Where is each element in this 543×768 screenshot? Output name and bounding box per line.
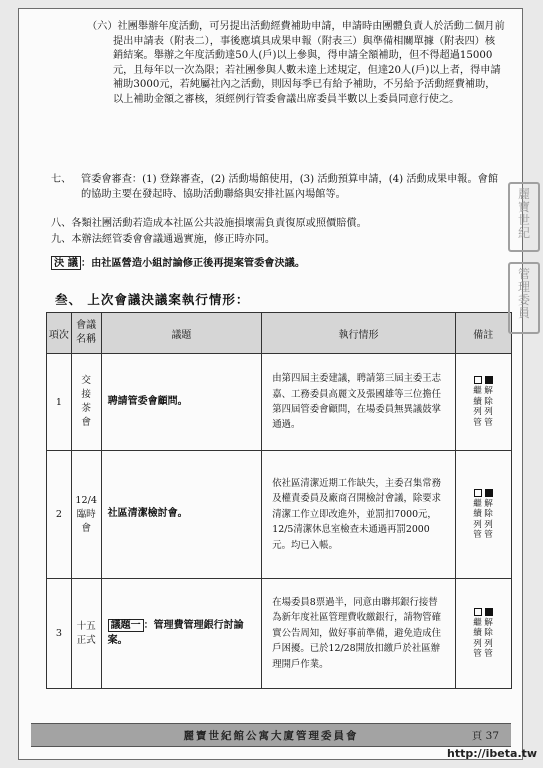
table-row — [47, 579, 512, 689]
remove-label: 解除列管 — [484, 498, 493, 540]
resolution-label: 決 議 — [51, 256, 81, 270]
seal-stamp-bottom — [508, 262, 540, 334]
row-execution — [262, 451, 455, 579]
seal-stamp-bottom-text: 管理委員 — [517, 267, 530, 320]
row-execution-text: 在場委員8票過半，同意由聯邦銀行接替為新年度社區管理費收繳銀行，請物管確實公告周知，做好事前準備，避免造成住戶困擾。已於12/28開放扣繳戶於社區辦理開戶作業。 — [272, 596, 442, 670]
row-agenda-text — [102, 619, 262, 648]
table-row — [47, 451, 512, 579]
row-meeting-text: 十五正式 — [76, 620, 96, 646]
resolution — [51, 256, 511, 272]
status-remove[interactable] — [484, 376, 493, 428]
remove-checkbox[interactable] — [485, 489, 493, 497]
col-header-meeting: 會議名稱 — [71, 313, 101, 354]
col-header-note: 備註 — [455, 313, 511, 354]
clause-6: （六）社團舉辦年度活動，可另提出活動經費補助申請，申請時由團體負責人於活動二個月前提出申請表（附表二），事後應填具成果申報（附表三）與準備相關單據（附表四）核銷結案。舉辦之年度活動達50人(戶)以上參與，得申請全額補助，但不得超過15000元，且每年以一次為限；若社團參與人數未達上述規定，但達20人(戶)以上者，得申請補助3000元，若純屬社內之活動，則因每季已有給予補助，不另給予活動經費補助，以上補助金額之審核，須經例行管委會議出席委員半數以上委員同意行使之。 — [87, 21, 505, 105]
agenda-item-text: ：管理費管理銀行討論案。 — [107, 620, 244, 646]
agenda-item-label: 議題一 — [108, 619, 144, 632]
continue-label: 繼續列管 — [473, 498, 482, 540]
remove-checkbox[interactable] — [485, 608, 493, 616]
table-header-row — [47, 313, 512, 354]
col-header-no: 項次 — [47, 313, 72, 354]
row-meeting — [71, 451, 101, 579]
row-execution-text: 依社區清潔近期工作缺失，主委召集常務及權責委員及廠商召開檢討會議，除要求清潔工作立即改進外，並罰扣7000元，12/5清潔休息室檢查未通過再罰2000元。均已入帳。 — [272, 477, 442, 551]
watermark: http://ibeta.tw — [447, 747, 538, 760]
row-agenda-text: 聘請管委會顧問。 — [107, 395, 188, 407]
clause-7-label: 七、 — [51, 174, 72, 185]
row-meeting — [71, 354, 101, 451]
row-meeting — [71, 579, 101, 689]
clause-8: 八、各類社團活動若造成本社區公共設施損壞需負責復原或照價賠償。 — [51, 218, 367, 229]
continue-checkbox[interactable] — [474, 376, 482, 384]
row-execution-text: 由第四屆主委建議，聘請第三屆主委王志嘉、工務委員高麗文及張國雄等三位擔任第四屆管委會顧問，在場委員無異議鼓掌通過。 — [272, 373, 442, 431]
seal-stamp-top — [508, 182, 540, 252]
document-page — [18, 8, 523, 760]
col-header-agenda: 議題 — [101, 313, 262, 354]
row-no: 1 — [47, 354, 72, 451]
status-continue[interactable] — [473, 376, 482, 428]
remove-label: 解除列管 — [484, 386, 493, 428]
continue-label: 繼續列管 — [473, 386, 482, 428]
section-3-title: 叁、 上次會議決議案執行情形： — [55, 292, 250, 307]
continue-label: 繼續列管 — [473, 617, 482, 659]
continue-checkbox[interactable] — [474, 489, 482, 497]
row-status — [455, 579, 511, 689]
row-no: 3 — [47, 579, 72, 689]
clause-7-text: 管委會審查：(1) 登錄審查，(2) 活動場館使用，(3) 活動預算申請，(4) 活動成果申報。會館的協助主要在發起時、協助活動聯絡與安排社區內場館等。 — [81, 174, 499, 200]
remove-checkbox[interactable] — [485, 376, 493, 384]
table-row — [47, 354, 512, 451]
status-continue[interactable] — [473, 489, 482, 541]
row-meeting-text: 12/4臨時會 — [75, 494, 97, 534]
row-execution — [262, 354, 455, 451]
status-remove[interactable] — [484, 489, 493, 541]
clause-9: 九、本辦法經管委會會議通過實施，修正時亦同。 — [51, 234, 276, 245]
footer-title: 麗寶世紀館公寓大廈管理委員會 — [183, 730, 359, 742]
row-execution — [262, 579, 455, 689]
resolution-tracking-table — [46, 312, 512, 689]
row-agenda — [101, 451, 262, 579]
continue-checkbox[interactable] — [474, 608, 482, 616]
row-status — [455, 451, 511, 579]
seal-stamp-top-text: 麗寶世紀 — [517, 187, 530, 240]
row-meeting-text: 交接茶會 — [81, 375, 91, 428]
status-continue[interactable] — [473, 608, 482, 660]
row-no: 2 — [47, 451, 72, 579]
row-status — [455, 354, 511, 451]
page-footer — [31, 723, 511, 747]
col-header-execution: 執行情形 — [262, 313, 455, 354]
row-agenda-text: 社區清潔檢討會。 — [107, 508, 188, 520]
row-agenda — [101, 579, 262, 689]
remove-label: 解除列管 — [484, 617, 493, 659]
page-number: 頁 37 — [471, 730, 499, 742]
status-remove[interactable] — [484, 608, 493, 660]
row-agenda — [101, 354, 262, 451]
resolution-text: ：由社區營造小組討論修正後再提案管委會決議。 — [80, 257, 306, 269]
